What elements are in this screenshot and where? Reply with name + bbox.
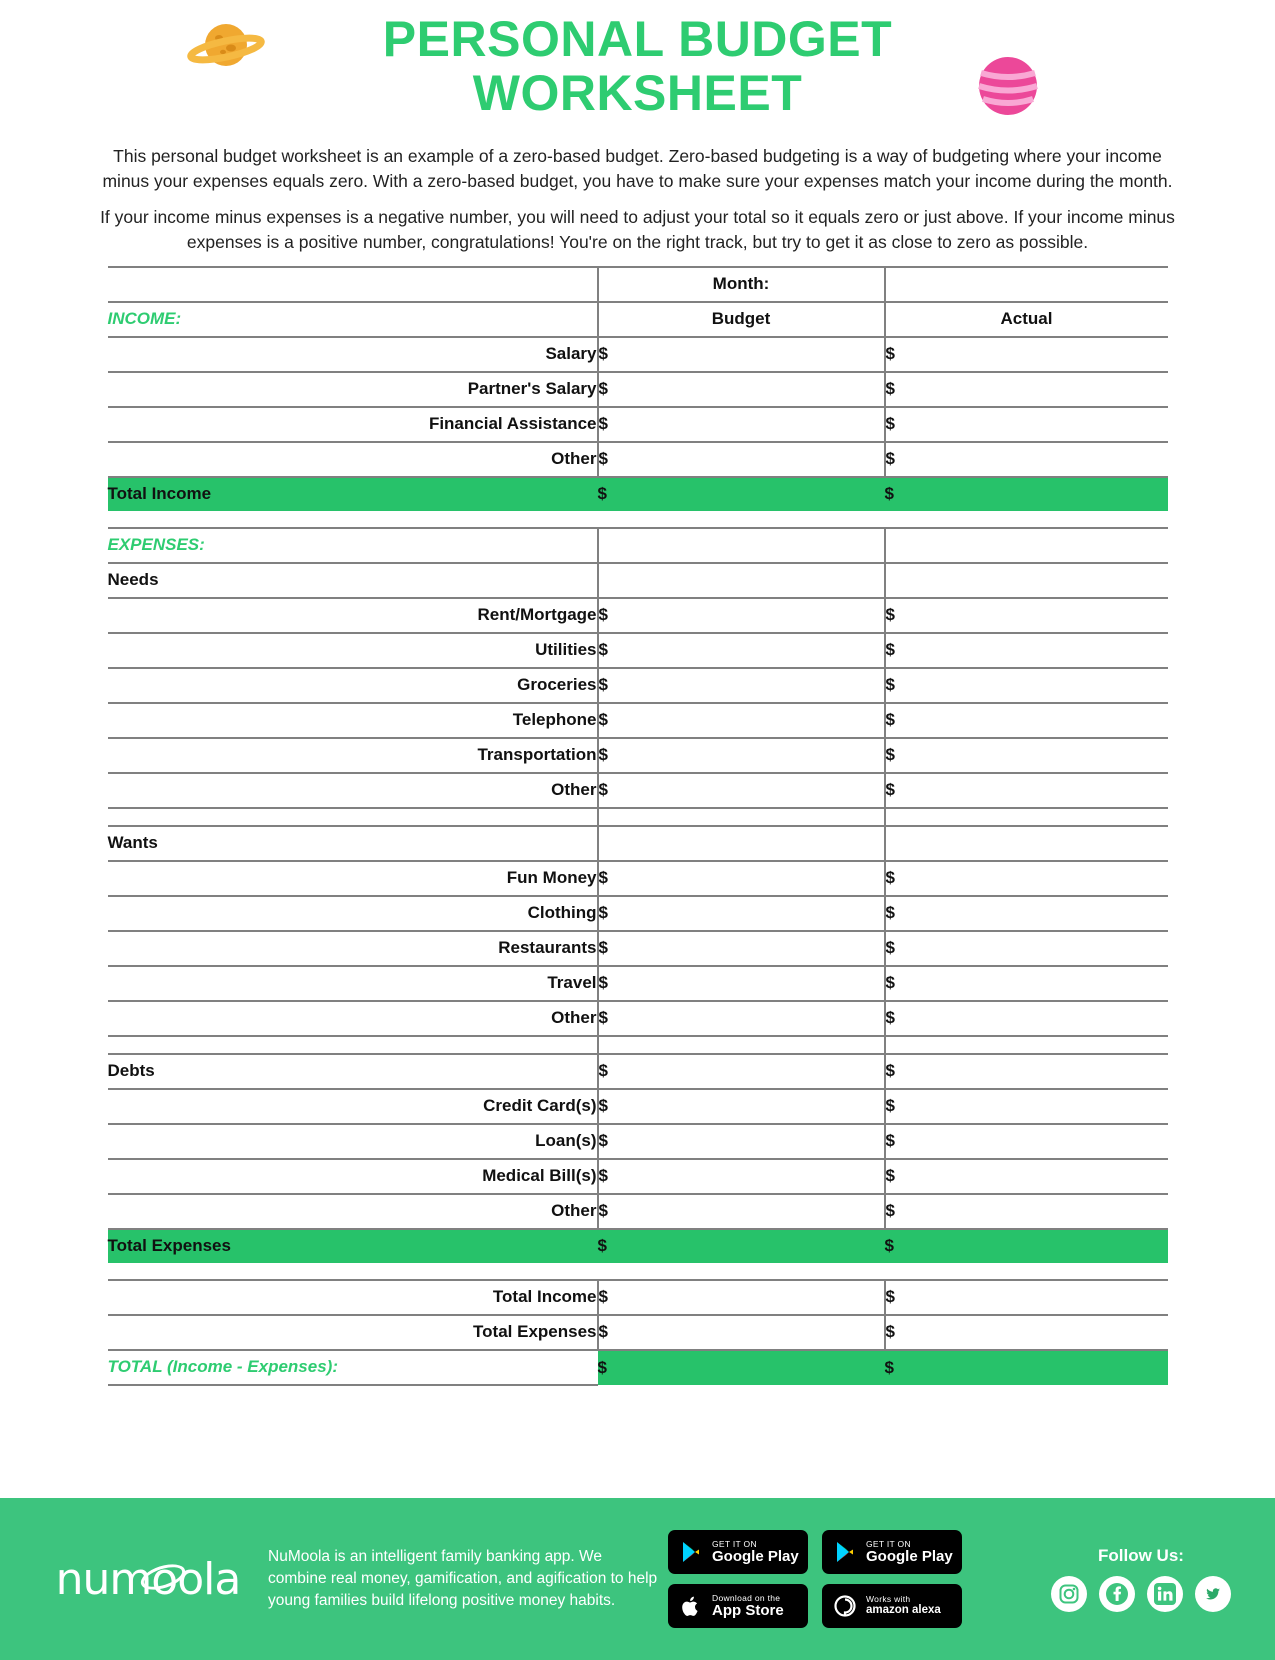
row-label: Clothing [108, 896, 598, 931]
table-row [108, 633, 1168, 668]
empty-cell [108, 808, 598, 826]
row-label: Travel [108, 966, 598, 1001]
app-store-badge[interactable] [668, 1584, 808, 1628]
follow-us-label: Follow Us: [1098, 1546, 1184, 1565]
badge-big-label: amazon alexa [866, 1604, 941, 1617]
actual-cell[interactable]: $ [885, 1315, 1168, 1350]
row-label: Telephone [108, 703, 598, 738]
table-row [108, 668, 1168, 703]
row-label: Credit Card(s) [108, 1089, 598, 1124]
google-play-icon [678, 1539, 704, 1565]
footer-description: NuMoola is an intelligent family banking app. We combine real money, gamification, and agification to help young families build lifelong positive money habits. [268, 1548, 658, 1609]
empty-cell [885, 1263, 1168, 1280]
table-row-total-expenses [108, 1229, 1168, 1263]
spacer-row [108, 808, 1168, 826]
empty-cell [598, 511, 885, 528]
table-row [108, 1159, 1168, 1194]
grand-total-label: TOTAL (Income - Expenses): [108, 1350, 598, 1385]
follow-us-block [1051, 1546, 1247, 1612]
table-row [108, 1124, 1168, 1159]
intro-paragraph-2: If your income minus expenses is a negative number, you will need to adjust your total so it equals zero or just above. If your income minus expenses is a positive number, congratulations! You're on the right track, but try to get it as close to zero as possible. [100, 206, 1175, 253]
actual-cell[interactable]: $ [885, 966, 1168, 1001]
budget-cell[interactable]: $ [598, 1001, 885, 1036]
empty-cell [108, 511, 598, 528]
badge-small-label: Download on the [712, 1592, 781, 1603]
actual-cell[interactable]: $ [885, 668, 1168, 703]
linkedin-icon[interactable] [1147, 1576, 1183, 1612]
empty-cell [598, 563, 885, 598]
actual-cell[interactable]: $ [885, 337, 1168, 372]
actual-cell[interactable]: $ [885, 1280, 1168, 1315]
actual-cell[interactable]: $ [885, 1001, 1168, 1036]
budget-cell[interactable]: $ [598, 372, 885, 407]
row-label: Loan(s) [108, 1124, 598, 1159]
table-row [108, 931, 1168, 966]
planet-icon [971, 55, 1045, 117]
table-row [108, 1089, 1168, 1124]
apple-icon [678, 1593, 704, 1619]
planet-icon [185, 18, 267, 76]
actual-cell[interactable]: $ [885, 372, 1168, 407]
google-play-icon [832, 1539, 858, 1565]
table-row-total-income [108, 477, 1168, 511]
alexa-badge[interactable] [822, 1584, 962, 1628]
budget-cell[interactable]: $ [598, 1280, 885, 1315]
table-row-grand-total [108, 1350, 1168, 1385]
actual-cell[interactable]: $ [885, 738, 1168, 773]
row-label: Financial Assistance [108, 407, 598, 442]
wants-label: Wants [108, 826, 598, 861]
empty-cell [598, 808, 885, 826]
budget-column-header: Budget [598, 302, 885, 337]
budget-cell[interactable]: $ [598, 931, 885, 966]
total-income-label: Total Income [108, 477, 598, 511]
facebook-icon[interactable] [1099, 1576, 1135, 1612]
actual-cell[interactable]: $ [885, 1054, 1168, 1089]
table-row [108, 861, 1168, 896]
budget-cell[interactable]: $ [598, 896, 885, 931]
row-label: Other [108, 1194, 598, 1229]
budget-cell[interactable]: $ [598, 598, 885, 633]
budget-cell[interactable]: $ [598, 773, 885, 808]
total-expenses-label: Total Expenses [108, 1229, 598, 1263]
row-label: Other [108, 442, 598, 477]
table-row-needs-header [108, 563, 1168, 598]
twitter-icon[interactable] [1195, 1576, 1231, 1612]
table-row [108, 1280, 1168, 1315]
table-row [108, 896, 1168, 931]
actual-cell[interactable]: $ [885, 773, 1168, 808]
grand-total-budget[interactable]: $ [598, 1350, 885, 1385]
row-label: Other [108, 1001, 598, 1036]
expenses-section-label: EXPENSES: [108, 528, 598, 563]
row-label: Groceries [108, 668, 598, 703]
row-label: Total Expenses [108, 1315, 598, 1350]
total-income-budget[interactable]: $ [598, 477, 885, 511]
actual-cell[interactable]: $ [885, 931, 1168, 966]
month-value[interactable] [885, 267, 1168, 302]
alexa-icon [832, 1593, 858, 1619]
row-label: Salary [108, 337, 598, 372]
budget-cell[interactable]: $ [598, 337, 885, 372]
budget-cell[interactable]: $ [598, 668, 885, 703]
budget-cell[interactable]: $ [598, 861, 885, 896]
budget-cell[interactable]: $ [598, 1159, 885, 1194]
budget-cell[interactable]: $ [598, 966, 885, 1001]
budget-cell[interactable]: $ [598, 1194, 885, 1229]
total-expenses-actual[interactable]: $ [885, 1229, 1168, 1263]
budget-table [108, 266, 1168, 1386]
table-row [108, 372, 1168, 407]
empty-cell [885, 826, 1168, 861]
intro-text [93, 144, 1183, 256]
row-label: Restaurants [108, 931, 598, 966]
row-label: Fun Money [108, 861, 598, 896]
budget-cell[interactable]: $ [598, 738, 885, 773]
actual-column-header: Actual [885, 302, 1168, 337]
logo-text: numoola [55, 1553, 241, 1605]
actual-cell[interactable]: $ [885, 1089, 1168, 1124]
empty-cell [885, 511, 1168, 528]
table-row [108, 1194, 1168, 1229]
budget-cell[interactable]: $ [598, 703, 885, 738]
actual-cell[interactable]: $ [885, 598, 1168, 633]
instagram-icon[interactable] [1051, 1576, 1087, 1612]
month-label: Month: [598, 267, 885, 302]
page-title: PERSONAL BUDGET WORKSHEET [382, 11, 893, 121]
actual-cell[interactable]: $ [885, 407, 1168, 442]
badge-small-label: GET IT ON [712, 1538, 757, 1549]
empty-cell [108, 1036, 598, 1054]
table-row [108, 598, 1168, 633]
actual-cell[interactable]: $ [885, 633, 1168, 668]
empty-cell [885, 1036, 1168, 1054]
table-row-wants-header [108, 826, 1168, 861]
actual-cell[interactable]: $ [885, 1194, 1168, 1229]
debts-label: Debts [108, 1054, 598, 1089]
table-row [108, 1001, 1168, 1036]
row-label: Transportation [108, 738, 598, 773]
budget-cell[interactable]: $ [598, 1315, 885, 1350]
budget-cell[interactable]: $ [598, 1124, 885, 1159]
page-footer [0, 1498, 1275, 1660]
badge-big-label: Google Play [712, 1547, 799, 1565]
row-label: Total Income [108, 1280, 598, 1315]
row-label: Other [108, 773, 598, 808]
row-label: Rent/Mortgage [108, 598, 598, 633]
empty-cell [598, 1036, 885, 1054]
table-row-month [108, 267, 1168, 302]
spacer-row [108, 1036, 1168, 1054]
table-row-expenses-header [108, 528, 1168, 563]
page-header [0, 0, 1275, 138]
table-row [108, 1315, 1168, 1350]
budget-cell[interactable]: $ [598, 1089, 885, 1124]
empty-cell [885, 528, 1168, 563]
spacer-row [108, 1263, 1168, 1280]
actual-cell[interactable]: $ [885, 861, 1168, 896]
store-badges [668, 1530, 988, 1628]
income-section-label: INCOME: [108, 302, 598, 337]
grand-total-actual[interactable]: $ [885, 1350, 1168, 1385]
empty-cell [598, 826, 885, 861]
table-row-income-header [108, 302, 1168, 337]
spacer-row [108, 511, 1168, 528]
budget-cell[interactable]: $ [598, 407, 885, 442]
actual-cell[interactable]: $ [885, 1159, 1168, 1194]
table-row-debts-header [108, 1054, 1168, 1089]
badge-big-label: App Store [712, 1601, 784, 1619]
empty-cell [885, 808, 1168, 826]
table-row [108, 773, 1168, 808]
empty-cell [885, 563, 1168, 598]
total-income-actual[interactable]: $ [885, 477, 1168, 511]
empty-cell [108, 267, 598, 302]
actual-cell[interactable]: $ [885, 1124, 1168, 1159]
empty-cell [598, 528, 885, 563]
row-label: Partner's Salary [108, 372, 598, 407]
budget-cell[interactable]: $ [598, 1054, 885, 1089]
table-row [108, 442, 1168, 477]
row-label: Medical Bill(s) [108, 1159, 598, 1194]
row-label: Utilities [108, 633, 598, 668]
badge-big-label: Google Play [866, 1547, 953, 1565]
table-row [108, 337, 1168, 372]
table-row [108, 703, 1168, 738]
total-expenses-budget[interactable]: $ [598, 1229, 885, 1263]
actual-cell[interactable]: $ [885, 442, 1168, 477]
budget-cell[interactable]: $ [598, 633, 885, 668]
intro-paragraph-1: This personal budget worksheet is an example of a zero-based budget. Zero-based budgeting is a way of budgeting where your income minus your expenses equals zero. With a zero-based budget, you have to make sure your expenses match your income during the month. [102, 146, 1173, 192]
numoola-logo [28, 1554, 268, 1605]
google-play-badge[interactable] [668, 1530, 808, 1574]
google-play-badge-2[interactable] [822, 1530, 962, 1574]
budget-cell[interactable]: $ [598, 442, 885, 477]
badge-small-label: GET IT ON [866, 1538, 911, 1549]
empty-cell [598, 1263, 885, 1280]
table-row [108, 966, 1168, 1001]
table-row [108, 738, 1168, 773]
table-row [108, 407, 1168, 442]
needs-label: Needs [108, 563, 598, 598]
actual-cell[interactable]: $ [885, 703, 1168, 738]
actual-cell[interactable]: $ [885, 896, 1168, 931]
empty-cell [108, 1263, 598, 1280]
badge-small-label: Works with [866, 1594, 911, 1605]
